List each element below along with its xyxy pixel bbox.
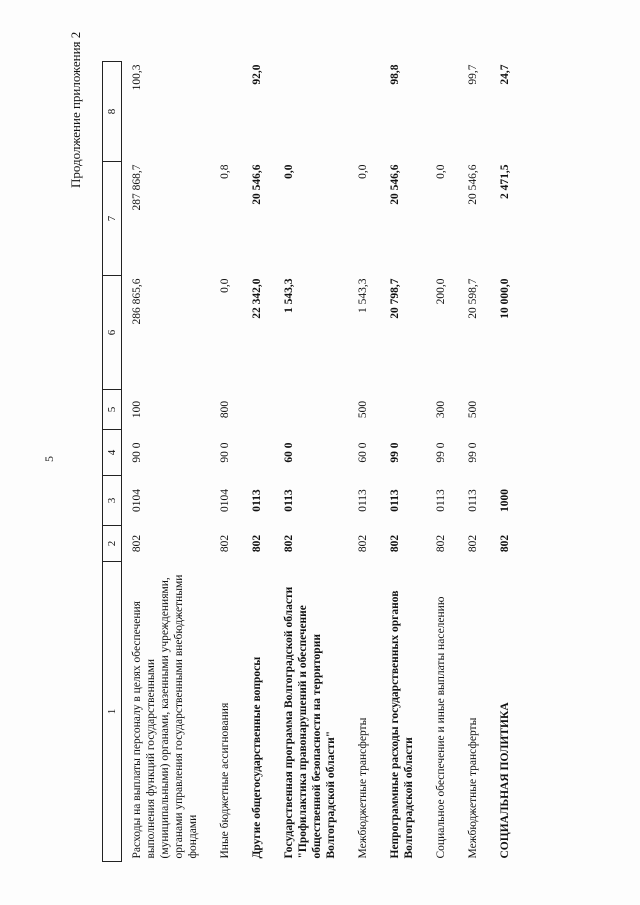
page-number: 5: [42, 456, 56, 462]
row-cell-col4: 99 0: [389, 442, 401, 463]
table-row: [242, 62, 274, 862]
row-cell-col5: [380, 390, 426, 430]
row-cell-col5: 500: [467, 400, 479, 419]
row-label: СОЦИАЛЬНАЯ ПОЛИТИКА: [499, 702, 511, 859]
row-cell-col7: 20 546,6: [251, 164, 263, 205]
row-label: Расходы на выплаты персоналу в целях обеспечения выполнения функций государственными (муниципальными) органами, казенными учреждениями, органами управления государственными внебюджетными фондами: [131, 574, 199, 859]
row-cell-col3: 0113: [357, 489, 369, 512]
row-cell-col8: 24,7: [499, 64, 511, 85]
header-row: [103, 62, 122, 862]
row-cell-col6: 22 342,0: [251, 278, 263, 319]
row-cell-col7: 287 868,7: [131, 164, 143, 211]
row-cell-col5: 100: [131, 400, 143, 419]
row-cell-col6: 20 798,7: [389, 278, 401, 319]
row-cell-col2: 802: [131, 534, 143, 553]
table-row: [122, 62, 211, 862]
row-label: Социальное обеспечение и иные выплаты населению: [435, 596, 447, 859]
row-cell-col8: 92,0: [251, 64, 263, 85]
row-cell-col6: 1 543,3: [357, 278, 369, 313]
row-cell-col2: 802: [435, 534, 447, 553]
header-cell: 4: [103, 430, 122, 476]
row-cell-col8: 98,8: [389, 64, 401, 85]
header-cell: 6: [103, 276, 122, 390]
row-cell-col4: 90 0: [131, 442, 143, 463]
row-cell-col3: 0113: [389, 489, 401, 512]
row-cell-col8: [348, 62, 380, 162]
table-row: [490, 62, 522, 862]
header-cell: 2: [103, 526, 122, 562]
row-cell-col2: 802: [467, 534, 479, 553]
row-cell-col3: 1000: [499, 489, 511, 512]
row-cell-col8: 99,7: [467, 64, 479, 85]
row-cell-col8: 100,3: [131, 64, 143, 91]
row-cell-col7: 0,0: [283, 164, 295, 179]
row-cell-col6: 200,0: [435, 278, 447, 305]
row-cell-col8: [210, 62, 242, 162]
table-row: [426, 62, 458, 862]
row-cell-col4: 60 0: [283, 442, 295, 463]
row-label: Межбюджетные трансферты: [357, 717, 369, 859]
row-cell-col7: 0,0: [357, 164, 369, 179]
row-cell-col3: 0113: [251, 489, 263, 512]
row-cell-col5: 500: [357, 400, 369, 419]
row-cell-col4: [490, 430, 522, 476]
row-cell-col3: 0104: [219, 489, 231, 512]
table-row: [348, 62, 380, 862]
row-cell-col7: 20 546,6: [467, 164, 479, 205]
row-cell-col3: 0104: [131, 489, 143, 512]
row-cell-col7: 20 546,6: [389, 164, 401, 205]
row-cell-col3: 0113: [283, 489, 295, 512]
row-cell-col6: 10 000,0: [499, 278, 511, 319]
row-cell-col7: 0,8: [219, 164, 231, 179]
row-cell-col7: 0,0: [435, 164, 447, 179]
row-cell-col2: 802: [219, 534, 231, 553]
row-cell-col6: 0,0: [219, 278, 231, 293]
row-label: Иные бюджетные ассигнования: [219, 702, 231, 859]
rotated-table-wrapper: [102, 62, 607, 862]
row-cell-col8: [274, 62, 348, 162]
row-cell-col5: [242, 390, 274, 430]
row-cell-col2: 802: [357, 534, 369, 553]
row-label: Непрограммные расходы государственных органов Волгоградской области: [389, 590, 415, 859]
row-cell-col6: 1 543,3: [283, 278, 295, 313]
table-row: [380, 62, 426, 862]
header-cell: 8: [103, 62, 122, 162]
row-cell-col4: 60 0: [357, 442, 369, 463]
row-cell-col2: 802: [389, 534, 401, 553]
row-cell-col4: 99 0: [467, 442, 479, 463]
row-cell-col5: 800: [219, 400, 231, 419]
row-cell-col6: 286 865,6: [131, 278, 143, 325]
row-cell-col8: [426, 62, 458, 162]
header-cell: 3: [103, 476, 122, 526]
table-body: [122, 62, 523, 862]
appendix-caption: Продолжение приложения 2: [68, 31, 83, 188]
row-label: Государственная программа Волгоградской области "Профилактика правонарушений и обеспечение общественной безопасности на территории Волгоградской области": [283, 586, 337, 859]
row-cell-col5: [490, 390, 522, 430]
row-cell-col6: 20 598,7: [467, 278, 479, 319]
row-cell-col2: 802: [499, 534, 511, 553]
row-cell-col5: 300: [435, 400, 447, 419]
row-cell-col2: 802: [283, 534, 295, 553]
row-cell-col3: 0113: [467, 489, 479, 512]
header-cell: 7: [103, 162, 122, 276]
row-cell-col2: 802: [251, 534, 263, 553]
row-cell-col3: 0113: [435, 489, 447, 512]
row-cell-col4: [242, 430, 274, 476]
row-cell-col4: 90 0: [219, 442, 231, 463]
table-row: [458, 62, 490, 862]
budget-table: [102, 61, 522, 862]
row-label: Другие общегосударственные вопросы: [251, 656, 263, 859]
table-row: [210, 62, 242, 862]
row-cell-col5: [274, 390, 348, 430]
row-cell-col4: 99 0: [435, 442, 447, 463]
table-row: [274, 62, 348, 862]
row-label: Межбюджетные трансферты: [467, 717, 479, 859]
header-cell: 5: [103, 390, 122, 430]
header-cell: 1: [103, 562, 122, 862]
row-cell-col7: 2 471,5: [499, 164, 511, 199]
